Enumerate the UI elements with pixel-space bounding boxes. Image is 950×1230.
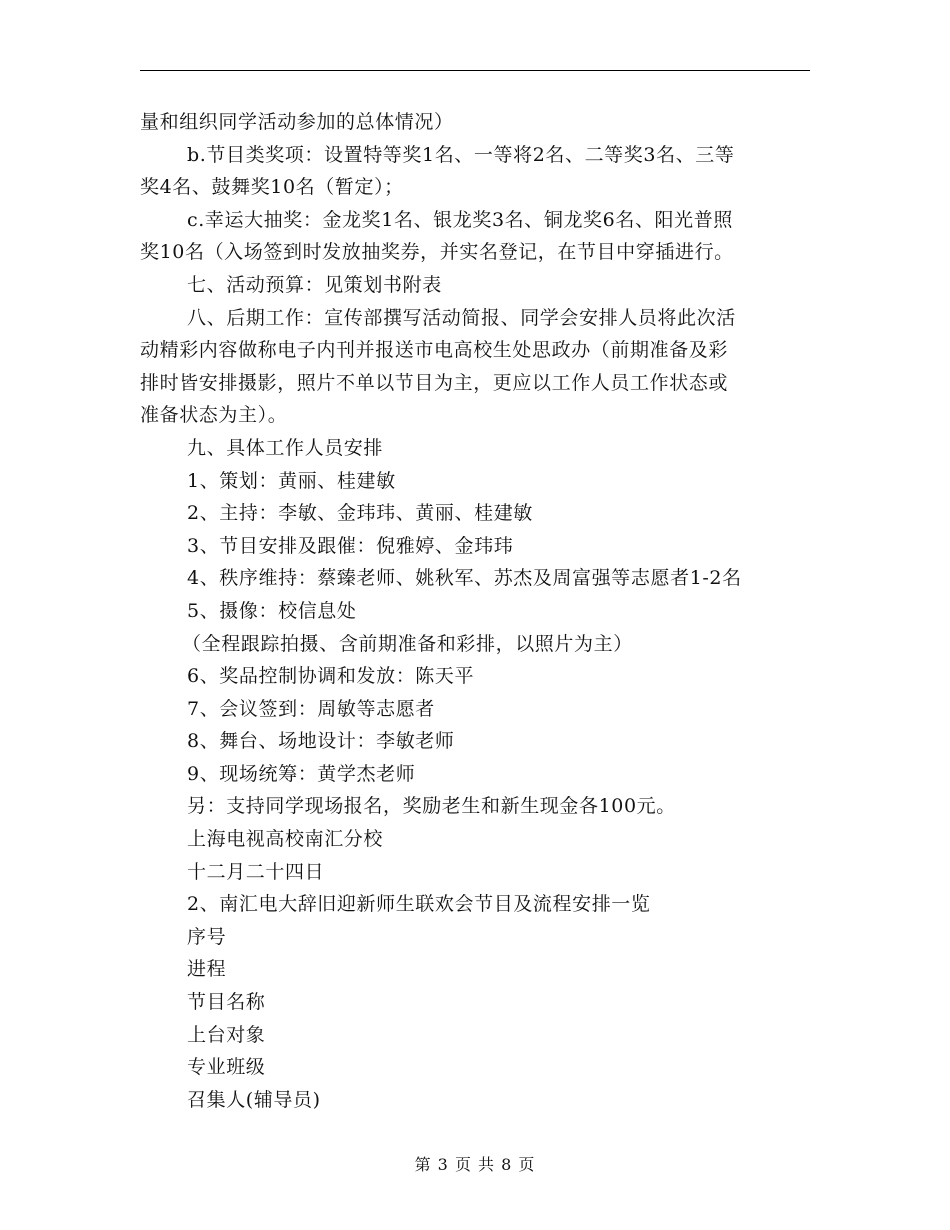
- paragraph-line: 召集人(辅导员): [187, 1088, 321, 1111]
- paragraph-line: 排时皆安排摄影，照片不单以节目为主，更应以工作人员工作状态或: [140, 371, 729, 394]
- paragraph-line: 量和组织同学活动参加的总体情况）: [140, 111, 454, 133]
- page-footer: 第 3 页 共 8 页: [414, 1155, 536, 1174]
- paragraph-line: 序号: [187, 925, 227, 948]
- paragraph-line: c.幸运大抽奖：金龙奖1名、银龙奖3名、铜龙奖6名、阳光普照: [187, 208, 733, 231]
- paragraph-line: 十二月二十四日: [187, 860, 325, 883]
- paragraph-line: 3、节目安排及跟催：倪雅婷、金玮玮: [187, 534, 514, 557]
- paragraph-line: 7、会议签到：周敏等志愿者: [187, 697, 435, 720]
- paragraph-line: 2、南汇电大辞旧迎新师生联欢会节目及流程安排一览: [187, 893, 651, 916]
- paragraph-line: 八、后期工作：宣传部撰写活动简报、同学会安排人员将此次活: [187, 306, 736, 329]
- paragraph-line: 进程: [187, 958, 227, 981]
- paragraph-line: 专业班级: [187, 1056, 266, 1079]
- paragraph-line: 2、主持：李敏、金玮玮、黄丽、桂建敏: [187, 502, 533, 525]
- paragraph-line: 九、具体工作人员安排: [187, 436, 384, 459]
- paragraph-line: 8、舞台、场地设计：李敏老师: [187, 730, 455, 753]
- paragraph-line: 节目名称: [187, 991, 266, 1014]
- document-body: [140, 106, 810, 1116]
- paragraph-line: （全程跟踪拍摄、含前期准备和彩排，以照片为主）: [182, 632, 633, 655]
- paragraph-line: b.节目类奖项：设置特等奖1名、一等将2名、二等奖3名、三等: [187, 143, 735, 166]
- paragraph-line: 七、活动预算：见策划书附表: [187, 273, 442, 296]
- paragraph-line: 1、策划：黄丽、桂建敏: [187, 469, 396, 492]
- paragraph-line: 5、摄像：校信息处: [187, 599, 357, 622]
- paragraph-line: 9、现场统筹：黄学杰老师: [187, 762, 416, 785]
- paragraph-line: 动精彩内容做称电子内刊并报送市电高校生处思政办（前期准备及彩: [140, 339, 729, 362]
- header-rule: [140, 70, 810, 71]
- paragraph-line: 4、秩序维持：蔡臻老师、姚秋军、苏杰及周富强等志愿者1-2名: [187, 567, 742, 590]
- paragraph-line: 上海电视高校南汇分校: [187, 828, 384, 851]
- paragraph-line: 奖10名（入场签到时发放抽奖券，并实名登记，在节目中穿插进行。: [140, 241, 734, 264]
- paragraph-line: 准备状态为主）。: [140, 404, 288, 427]
- paragraph-line: 奖4名、鼓舞奖10名（暂定）；: [140, 176, 404, 199]
- paragraph-line: 另：支持同学现场报名，奖励老生和新生现金各100元。: [187, 795, 676, 818]
- paragraph-line: 6、奖品控制协调和发放：陈天平: [187, 665, 475, 688]
- paragraph-line: 上台对象: [187, 1023, 266, 1046]
